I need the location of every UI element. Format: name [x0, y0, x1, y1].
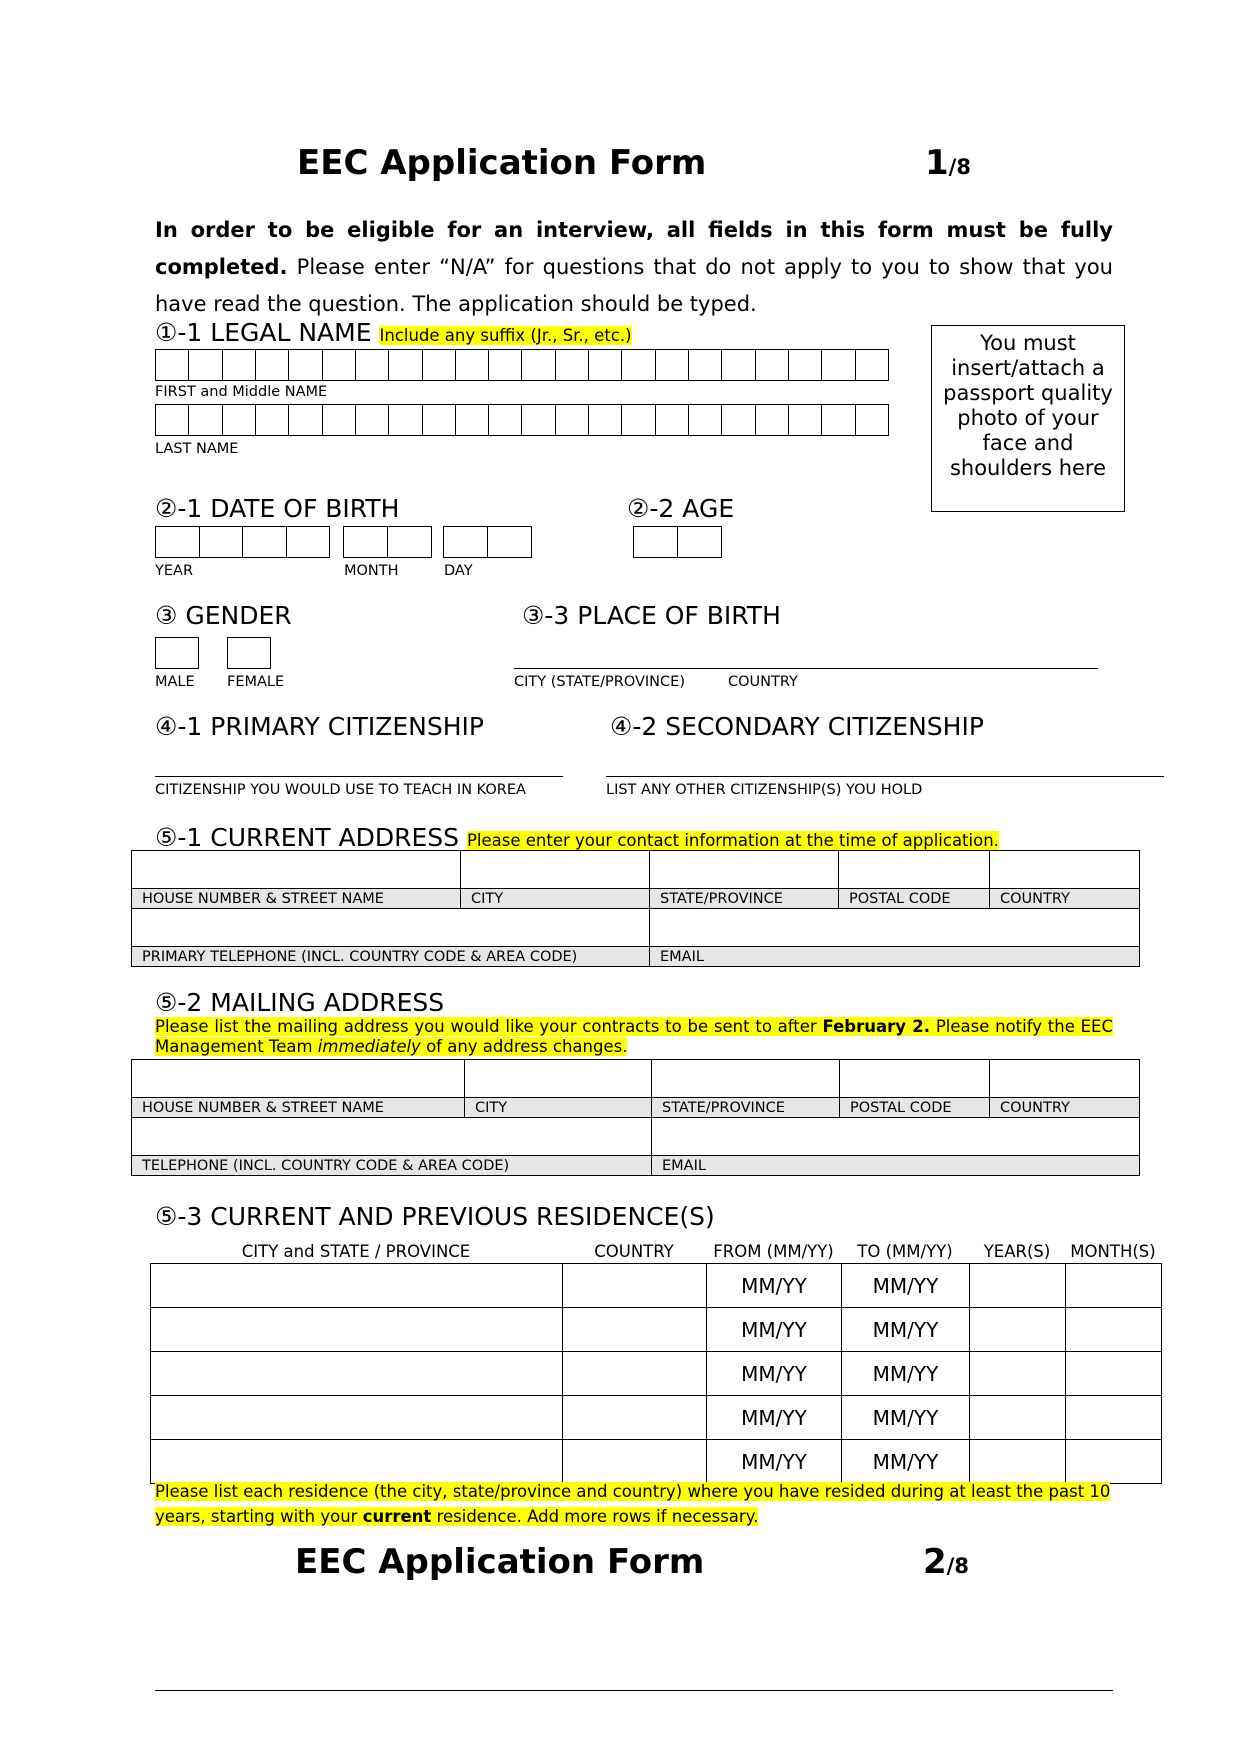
dob-year-label: YEAR	[155, 563, 194, 579]
residence-to-input[interactable]: MM/YY	[842, 1308, 970, 1352]
mailing-city-input[interactable]	[465, 1060, 652, 1098]
residence-city-input[interactable]	[151, 1264, 563, 1308]
dob-month-label: MONTH	[344, 563, 399, 579]
page2-number-total: /8	[946, 1554, 969, 1578]
current-state-label: STATE/PROVINCE	[650, 889, 839, 909]
mailing-address-table	[131, 1059, 1140, 1176]
residence-country-input[interactable]	[563, 1308, 707, 1352]
mailing-email-input[interactable]	[652, 1118, 1140, 1156]
place-of-birth-input[interactable]	[514, 648, 1098, 669]
first-middle-name-input[interactable]	[155, 349, 889, 381]
mailing-country-input[interactable]	[990, 1060, 1140, 1098]
age-input[interactable]	[633, 526, 722, 558]
residence-city-input[interactable]	[151, 1308, 563, 1352]
residence-from-input[interactable]: MM/YY	[707, 1396, 842, 1440]
residence-row	[151, 1396, 1162, 1440]
residence-months-input[interactable]	[1066, 1352, 1162, 1396]
residence-country-input[interactable]	[563, 1264, 707, 1308]
current-phone-label: PRIMARY TELEPHONE (INCL. COUNTRY CODE & AREA CODE)	[132, 947, 650, 967]
place-of-birth-heading: ③-3 PLACE OF BIRTH	[522, 601, 781, 630]
residence-years-input[interactable]	[970, 1352, 1066, 1396]
residence-months-input[interactable]	[1066, 1396, 1162, 1440]
residence-country-input[interactable]	[563, 1352, 707, 1396]
mailing-country-label: COUNTRY	[990, 1098, 1140, 1118]
col-months-header: MONTH(S)	[1070, 1242, 1156, 1261]
current-state-input[interactable]	[650, 851, 839, 889]
birth-city-label: CITY (STATE/PROVINCE)	[514, 674, 685, 690]
col-city-header: CITY and STATE / PROVINCE	[241, 1242, 471, 1261]
residence-from-input[interactable]: MM/YY	[707, 1264, 842, 1308]
residences-heading: ⑤-3 CURRENT AND PREVIOUS RESIDENCE(S)	[155, 1202, 715, 1231]
last-name-input[interactable]	[155, 404, 889, 436]
dob-day-input[interactable]	[443, 526, 532, 558]
col-to-header: TO (MM/YY)	[857, 1242, 953, 1261]
mailing-city-label: CITY	[465, 1098, 652, 1118]
current-email-input[interactable]	[650, 909, 1140, 947]
current-city-input[interactable]	[461, 851, 650, 889]
mailing-postal-label: POSTAL CODE	[840, 1098, 990, 1118]
first-middle-name-label: FIRST and Middle NAME	[155, 384, 328, 400]
current-street-input[interactable]	[132, 851, 461, 889]
dob-heading: ②-1 DATE OF BIRTH	[155, 494, 400, 523]
photo-box[interactable]: You must insert/attach a passport quality photo of your face and shoulders here	[931, 325, 1125, 512]
female-checkbox[interactable]	[227, 637, 271, 669]
mailing-state-label: STATE/PROVINCE	[652, 1098, 840, 1118]
current-city-label: CITY	[461, 889, 650, 909]
male-label: MALE	[155, 674, 195, 690]
residence-city-input[interactable]	[151, 1396, 563, 1440]
last-name-label: LAST NAME	[155, 441, 239, 457]
current-street-label: HOUSE NUMBER & STREET NAME	[132, 889, 461, 909]
residences-note: Please list each residence (the city, state/province and country) where you have resided during at least the past 10 years, starting with your current residence. Add more rows if necessary.	[155, 1482, 1111, 1526]
col-years-header: YEAR(S)	[983, 1242, 1051, 1261]
mailing-address-heading: ⑤-2 MAILING ADDRESS	[155, 988, 445, 1017]
current-postal-label: POSTAL CODE	[839, 889, 990, 909]
residence-city-input[interactable]	[151, 1352, 563, 1396]
primary-citizenship-label: CITIZENSHIP YOU WOULD USE TO TEACH IN KOREA	[155, 782, 526, 798]
residence-months-input[interactable]	[1066, 1440, 1162, 1484]
page2-title: EEC Application Form	[295, 1542, 705, 1582]
residence-to-input[interactable]: MM/YY	[842, 1396, 970, 1440]
residence-row	[151, 1440, 1162, 1484]
mailing-street-input[interactable]	[132, 1060, 465, 1098]
age-heading: ②-2 AGE	[627, 494, 735, 523]
residence-from-input[interactable]: MM/YY	[707, 1308, 842, 1352]
residence-from-input[interactable]: MM/YY	[707, 1440, 842, 1484]
intro-paragraph	[155, 212, 1113, 323]
male-checkbox[interactable]	[155, 637, 199, 669]
intro-text: Please enter “N/A” for questions that do not apply to you to show that you have read the question. The application should be typed.	[155, 255, 1113, 316]
residence-row	[151, 1352, 1162, 1396]
page-number	[925, 143, 971, 183]
page-title: EEC Application Form	[297, 143, 707, 183]
legal-name-note: Include any suffix (Jr., Sr., etc.)	[379, 326, 632, 345]
secondary-citizenship-input[interactable]	[606, 756, 1164, 777]
gender-heading: ③ GENDER	[155, 601, 292, 630]
current-country-label: COUNTRY	[990, 889, 1140, 909]
mailing-phone-input[interactable]	[132, 1118, 652, 1156]
residence-months-input[interactable]	[1066, 1264, 1162, 1308]
residence-years-input[interactable]	[970, 1264, 1066, 1308]
current-country-input[interactable]	[990, 851, 1140, 889]
female-label: FEMALE	[227, 674, 285, 690]
page-number-total: /8	[948, 155, 971, 179]
dob-year-input[interactable]	[155, 526, 330, 558]
residence-years-input[interactable]	[970, 1308, 1066, 1352]
current-email-label: EMAIL	[650, 947, 1140, 967]
col-from-header: FROM (MM/YY)	[713, 1242, 834, 1261]
page2-number-current: 2	[923, 1542, 947, 1582]
residence-row	[151, 1264, 1162, 1308]
legal-name-heading: ①-1 LEGAL NAME Include any suffix (Jr., Sr., etc.)	[155, 318, 632, 347]
residence-to-input[interactable]: MM/YY	[842, 1352, 970, 1396]
residence-months-input[interactable]	[1066, 1308, 1162, 1352]
residence-years-input[interactable]	[970, 1440, 1066, 1484]
residence-row	[151, 1308, 1162, 1352]
mailing-address-note: Please list the mailing address you would like your contracts to be sent to after February 2. Please notify the EEC Management Team immediately of any address changes.	[155, 1017, 1114, 1056]
mailing-street-label: HOUSE NUMBER & STREET NAME	[132, 1098, 465, 1118]
residence-to-input[interactable]: MM/YY	[842, 1264, 970, 1308]
page2-divider	[155, 1690, 1113, 1691]
current-phone-input[interactable]	[132, 909, 650, 947]
mailing-email-label: EMAIL	[652, 1156, 1140, 1176]
dob-day-label: DAY	[444, 563, 473, 579]
current-address-table	[131, 850, 1140, 967]
mailing-state-input[interactable]	[652, 1060, 840, 1098]
dob-month-input[interactable]	[343, 526, 432, 558]
secondary-citizenship-label: LIST ANY OTHER CITIZENSHIP(S) YOU HOLD	[606, 782, 923, 798]
residences-table	[150, 1263, 1162, 1484]
current-postal-input[interactable]	[839, 851, 990, 889]
col-country-header: COUNTRY	[594, 1242, 674, 1261]
current-address-note: Please enter your contact information at the time of application.	[466, 831, 999, 850]
residence-country-input[interactable]	[563, 1440, 707, 1484]
secondary-citizenship-heading: ④-2 SECONDARY CITIZENSHIP	[610, 712, 984, 741]
residence-years-input[interactable]	[970, 1396, 1066, 1440]
birth-country-label: COUNTRY	[728, 674, 798, 690]
mailing-postal-input[interactable]	[840, 1060, 990, 1098]
residence-country-input[interactable]	[563, 1396, 707, 1440]
primary-citizenship-input[interactable]	[155, 756, 563, 777]
residence-from-input[interactable]: MM/YY	[707, 1352, 842, 1396]
mailing-phone-label: TELEPHONE (INCL. COUNTRY CODE & AREA CODE)	[132, 1156, 652, 1176]
residence-to-input[interactable]: MM/YY	[842, 1440, 970, 1484]
primary-citizenship-heading: ④-1 PRIMARY CITIZENSHIP	[155, 712, 484, 741]
page2-number	[923, 1542, 969, 1582]
intro-bold-text: In order to be eligible for an interview, all fields in this form must be fully completed.	[155, 218, 1113, 279]
residence-city-input[interactable]	[151, 1440, 563, 1484]
page-number-current: 1	[925, 143, 949, 183]
current-address-heading: ⑤-1 CURRENT ADDRESS Please enter your contact information at the time of application.	[155, 823, 999, 852]
